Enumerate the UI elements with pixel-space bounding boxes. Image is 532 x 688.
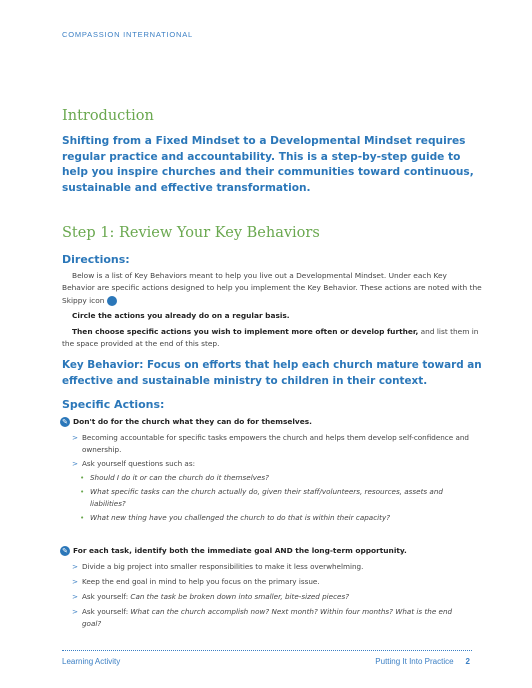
sub-list-item: • What specific tasks can the church actually do, given their staff/volunteers, resources, assets and liabilities? <box>80 487 443 508</box>
action-1-title: Don't do for the church what they can do for themselves. <box>73 417 312 426</box>
intro-lead: Shifting from a Fixed Mindset to a Developmental Mindset requires regular practice and accountability. This is a step-by-step guide to help you inspire churches and their communities toward continuous, sustainable and effective transformation. <box>62 135 474 194</box>
action-item-1 <box>60 416 480 428</box>
intro-heading: Introduction <box>62 108 154 124</box>
list-item: > Becoming accountable for specific tasks empowers the church and helps them develop self-confidence and ownership. <box>72 433 469 454</box>
skippy-icon: ✎ <box>107 296 117 306</box>
directions-text: Below is a list of Key Behaviors meant to help you live out a Developmental Mindset. Under each Key Behavior are specific actions designed to help you implement the Key Behavior. These actions are noted with the Skippy icon <box>62 271 482 305</box>
action-2-title: For each task, identify both the immediate goal AND the long-term opportunity. <box>73 546 407 555</box>
choose-instruction-rest: and list them in the space provided at the end of this step. <box>62 326 479 349</box>
choose-instruction-bold: Then choose specific actions you wish to implement more often or develop further, <box>72 326 419 336</box>
bullet-icon: • <box>80 513 85 522</box>
chevron-right-icon: > <box>72 433 79 442</box>
action-1-list <box>72 432 472 524</box>
footer-right <box>375 657 470 666</box>
list-item: > Keep the end goal in mind to help you focus on the primary issue. <box>72 577 320 586</box>
directions-heading: Directions: <box>62 253 130 266</box>
action-2-list <box>72 561 472 630</box>
skippy-icon: ✎ <box>60 546 70 556</box>
sub-list-item: • What new thing have you challenged the church to do that is within their capacity? <box>80 513 391 522</box>
step1-heading: Step 1: Review Your Key Behaviors <box>62 225 320 241</box>
org-header: COMPASSION INTERNATIONAL <box>62 30 194 39</box>
skippy-icon: ✎ <box>60 417 70 427</box>
choose-instruction <box>62 326 482 351</box>
list-item: > Ask yourself: Can the task be broken down into smaller, bite-sized pieces? <box>72 592 350 601</box>
specific-actions-heading: Specific Actions: <box>62 398 165 411</box>
key-behavior: Key Behavior: Focus on efforts that help each church mature toward an effective and sustainable ministry to children in their context. <box>62 359 482 387</box>
footer-section: Putting It Into Practice <box>375 657 454 666</box>
circle-instruction: Circle the actions you already do on a regular basis. <box>72 311 290 321</box>
chevron-right-icon: > <box>72 562 79 571</box>
page-number: 2 <box>465 657 470 666</box>
action-item-2 <box>60 545 480 557</box>
chevron-right-icon: > <box>72 607 79 616</box>
footer-left: Learning Activity <box>62 657 121 666</box>
bullet-icon: • <box>80 473 85 482</box>
chevron-right-icon: > <box>72 459 79 468</box>
bullet-icon: • <box>80 487 85 496</box>
chevron-right-icon: > <box>72 592 79 601</box>
sub-list-item: • Should I do it or can the church do it themselves? <box>80 473 269 482</box>
list-item: > Ask yourself questions such as: <box>72 459 195 468</box>
list-item: > Divide a big project into smaller responsibilities to make it less overwhelming. <box>72 562 364 571</box>
footer-divider <box>62 650 472 651</box>
directions-block <box>62 270 482 350</box>
list-item: > Ask yourself: What can the church accomplish now? Next month? Within four months? What is the end goal? <box>72 607 453 628</box>
chevron-right-icon: > <box>72 577 79 586</box>
